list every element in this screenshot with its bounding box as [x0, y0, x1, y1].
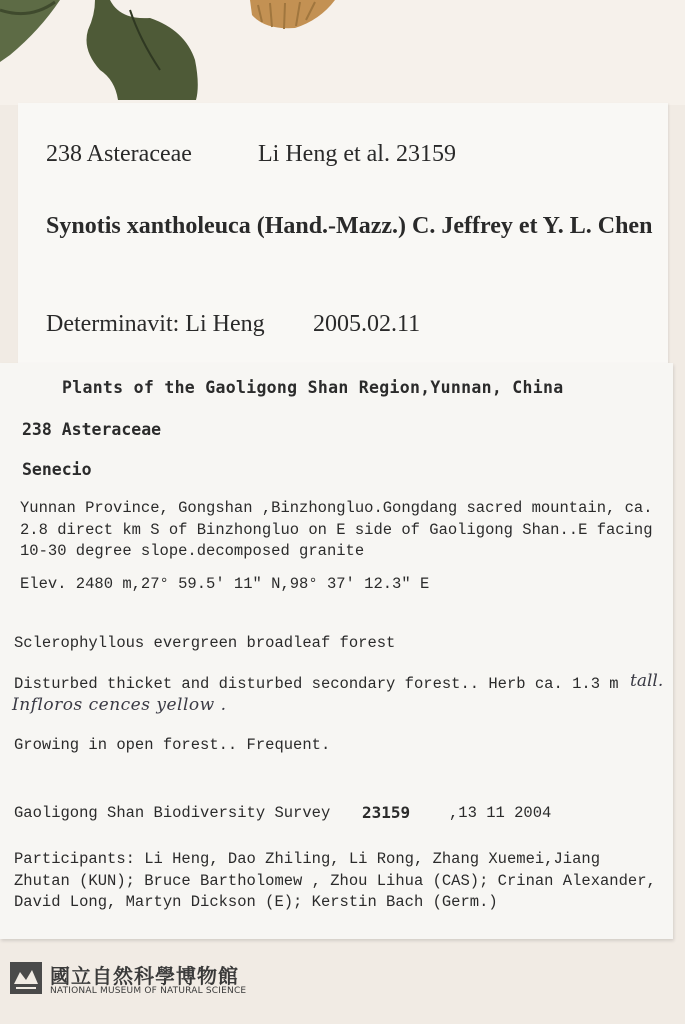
handwritten-note: Infloros cences yellow .	[12, 695, 227, 715]
museum-logo	[10, 960, 410, 1000]
field-notes: Disturbed thicket and disturbed secondary forest.. Herb ca. 1.3 m	[14, 675, 619, 693]
determination-date: 2005.02.11	[313, 311, 421, 337]
handwritten-note: tall.	[630, 671, 664, 691]
participants: Participants: Li Heng, Dao Zhiling, Li Rong, Zhang Xuemei,Jiang Zhutan (KUN); Bruce Bartholomew , Zhou Lihua (CAS); Crinan Alexander, David Long, Martyn Dickson (E); Kerstin Bach (Germ.)	[14, 850, 656, 911]
elevation-coordinates: Elev. 2480 m,27° 59.5′ 11″ N,98° 37′ 12.3″ E	[20, 575, 430, 593]
plant-specimen	[0, 0, 360, 105]
locality: Yunnan Province, Gongshan ,Binzhongluo.Gongdang sacred mountain, ca. 2.8 direct km S of Binzhongluo on E side of Gaoligong Shan..E facing 10-30 degree slope.decomposed granite	[20, 499, 653, 560]
museum-name-chinese: 國立自然科學博物館	[50, 964, 239, 988]
determination-label	[18, 103, 668, 365]
habitat: Sclerophyllous evergreen broadleaf forest	[14, 634, 396, 652]
label-title: Plants of the Gaoligong Shan Region,Yunnan, China	[62, 378, 564, 397]
survey-name: Gaoligong Shan Biodiversity Survey	[14, 804, 331, 822]
label-genus: Senecio	[22, 460, 92, 479]
collection-number: 23159	[362, 803, 411, 822]
collection-label	[0, 363, 673, 939]
collection-date: ,13 11 2004	[449, 804, 552, 822]
growing-note: Growing in open forest.. Frequent.	[14, 736, 331, 754]
museum-name-english: NATIONAL MUSEUM OF NATURAL SCIENCE	[50, 986, 247, 996]
scientific-name: Synotis xantholeuca (Hand.-Mazz.) C. Jeffrey et Y. L. Chen	[46, 213, 653, 239]
label-family: 238 Asteraceae	[22, 420, 162, 439]
det-family: 238 Asteraceae	[46, 141, 192, 167]
det-collector: Li Heng et al. 23159	[258, 141, 456, 167]
determinavit: Determinavit: Li Heng	[46, 311, 265, 337]
museum-logo-icon	[10, 962, 42, 994]
